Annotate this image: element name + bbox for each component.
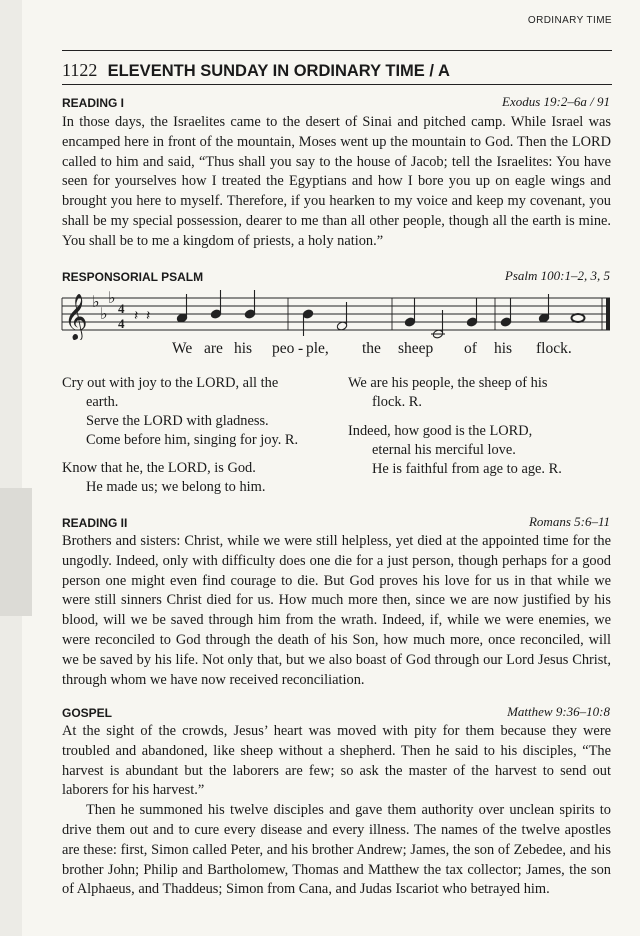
stanza-line: eternal his merciful love. (372, 442, 516, 458)
psalm-stanza (62, 459, 265, 497)
stanza-line: We are his people, the sheep of his (348, 375, 548, 391)
stanza-line: Serve the LORD with gladness. (86, 413, 269, 429)
key-signature-flats (92, 290, 116, 323)
page-number: 1122 (62, 60, 98, 80)
reading1-citation: Exodus 19:2–6a / 91 (502, 94, 610, 109)
svg-text:♭: ♭ (92, 292, 100, 311)
stanza-line: flock. R. (372, 394, 422, 410)
svg-text:♭: ♭ (100, 304, 108, 323)
page-header (62, 60, 450, 81)
lyric-syllable: his (234, 340, 253, 357)
lyric-syllable: his (494, 340, 513, 357)
psalm-refrain-staff (60, 290, 615, 340)
lyric-syllable: - (298, 340, 304, 357)
lyric-syllable: are (204, 340, 223, 357)
header-rule (62, 84, 612, 85)
reading2-citation: Romans 5:6–11 (528, 514, 610, 529)
refrain-notes (176, 290, 584, 339)
running-head: ORDINARY TIME (527, 15, 612, 26)
reading1-label: READING I (62, 96, 125, 110)
stanza-line: Know that he, the LORD, is God. (62, 460, 256, 476)
thumb-index-tab (0, 488, 32, 616)
stanza-line: Come before him, singing for joy. R. (86, 432, 299, 448)
psalm-stanza (348, 422, 562, 479)
top-rule (62, 50, 612, 51)
page-edge (0, 0, 22, 936)
svg-text:𝄽: 𝄽 (134, 308, 139, 324)
svg-text:♭: ♭ (108, 290, 116, 307)
time-signature-bottom: 4 (118, 316, 125, 331)
stanza-line: earth. (86, 394, 119, 410)
psalm-citation: Psalm 100:1–2, 3, 5 (504, 268, 610, 283)
gospel-paragraph: At the sight of the crowds, Jesus’ heart was moved with pity for them because they were troubled and abandoned, like sheep without a shepherd. Then he said to his disciples, “The harvest is abundant but the laborers are few; so ask the master of the harvest to send out laborers for his harvest.” (62, 723, 611, 799)
lyric-syllable: flock. (536, 340, 572, 357)
stanza-line: Indeed, how good is the LORD, (348, 423, 533, 439)
reading1-paragraph: In those days, the Israelites came to the desert of Sinai and pitched camp. While Israel was encamped here in front of the mountain, Moses went up the mountain to God. Then the LORD called to him and said, “Thus shall you say to the house of Jacob; tell the Israelites: You have seen for yourselves how I treated the Egyptians and how I bore you up on eagle wings and brought you here to myself. Therefore, if you hearken to my voice and keep my covenant, you shall be my special possession, dearer to me than all other people, though all the earth is mine. You shall be to me a kingdom of priests, a holy nation.” (62, 114, 611, 249)
reading2-text (62, 532, 611, 690)
stanza-line: He made us; we belong to him. (86, 479, 266, 495)
gospel-label: GOSPEL (62, 706, 113, 720)
lyric-syllable: peo (272, 340, 295, 357)
lyric-syllable: of (464, 340, 477, 357)
lyric-syllable: We (172, 340, 193, 357)
reading1-text (62, 113, 611, 252)
psalm-stanza (62, 374, 298, 450)
time-signature-top: 4 (118, 301, 125, 316)
svg-text:𝄽: 𝄽 (146, 308, 151, 324)
lyric-syllable: ple, (306, 340, 329, 357)
stanza-line: Cry out with joy to the LORD, all the (62, 375, 279, 391)
page-title: ELEVENTH SUNDAY IN ORDINARY TIME / A (107, 62, 450, 80)
psalm-stanza (348, 374, 547, 412)
gospel-citation: Matthew 9:36–10:8 (507, 704, 610, 719)
reading2-label: READING II (62, 516, 128, 530)
stanza-line: He is faithful from age to age. R. (372, 461, 562, 477)
treble-clef-icon: 𝄞 (64, 294, 88, 340)
lyric-syllable: sheep (398, 340, 434, 357)
lyric-syllable: the (362, 340, 381, 357)
reading2-paragraph: Brothers and sisters: Christ, while we were still helpless, yet died at the appointed time for the ungodly. Indeed, only with difficulty does one die for a just person, though perhaps for a good person one might even find courage to die. But God proves his love for us in that while we were still sinners Christ died for us. How much more then, since we are now justified by his blood, will we be saved through him from the wrath. Indeed, if, while we were enemies, we were reconciled to God through the death of his Son, how much more, once reconciled, will we be saved by his life. Not only that, but we also boast of God through our Lord Jesus Christ, through whom we have now received reconciliation. (62, 533, 611, 688)
psalm-label: RESPONSORIAL PSALM (62, 270, 204, 284)
gospel-paragraph: Then he summoned his twelve disciples and gave them authority over unclean spirits to drive them out and to cure every disease and every illness. The names of the twelve apostles are these: first, Simon called Peter, and his brother Andrew; James, the son of Zebedee, and his brother John; Philip and Bartholomew, Thomas and Matthew the tax collector; James, the son of Alphaeus, and Thaddeus; Simon from Cana, and Judas Iscariot who betrayed him. (62, 802, 611, 898)
gospel-text (62, 722, 611, 900)
